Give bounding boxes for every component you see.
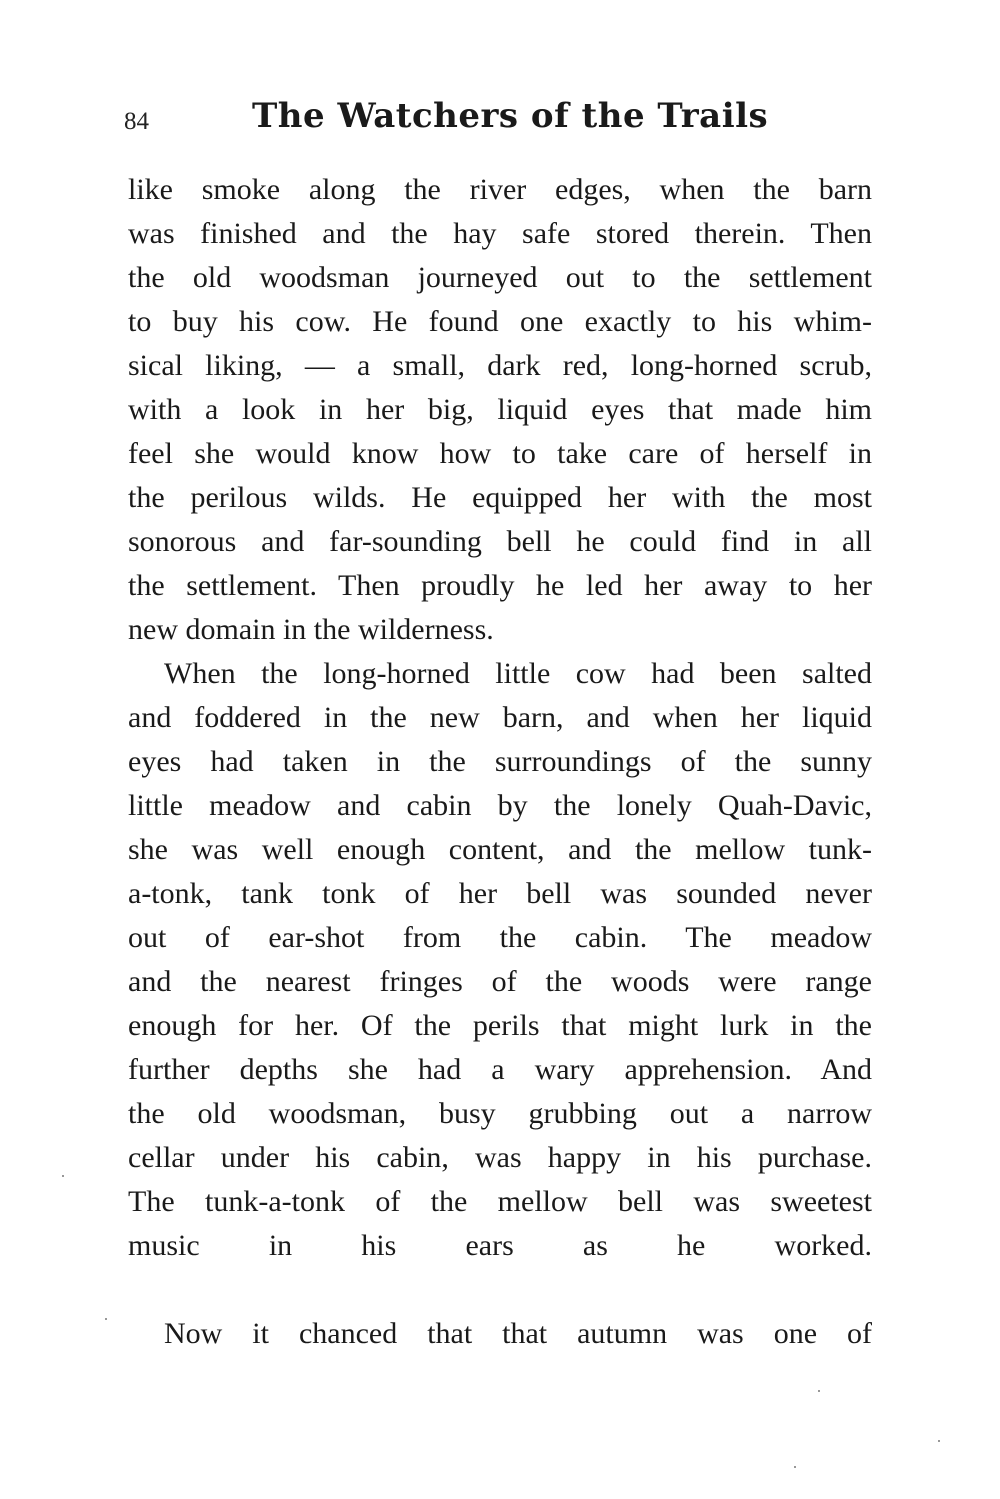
running-title: The Watchers of the Trails bbox=[252, 96, 769, 136]
paragraph bbox=[128, 1312, 872, 1356]
text-line: sonorous and far-sounding bell he could find in all bbox=[128, 525, 872, 558]
body-text bbox=[128, 168, 872, 1356]
text-line: further depths she had a wary apprehension. And bbox=[128, 1053, 872, 1086]
text-line: a-tonk, tank tonk of her bell was sounded never bbox=[128, 877, 872, 910]
text-line: the settlement. Then proudly he led her away to her bbox=[128, 569, 872, 602]
text-line: and foddered in the new barn, and when her liquid bbox=[128, 701, 872, 734]
text-line: cellar under his cabin, was happy in his purchase. bbox=[128, 1141, 872, 1174]
text-line: When the long-horned little cow had been salted bbox=[164, 657, 872, 690]
text-line: little meadow and cabin by the lonely Quah-Davic, bbox=[128, 789, 872, 822]
text-line: to buy his cow. He found one exactly to his whim- bbox=[128, 305, 872, 338]
text-line: enough for her. Of the perils that might lurk in the bbox=[128, 1009, 872, 1042]
text-line: was finished and the hay safe stored therein. Then bbox=[128, 217, 872, 250]
scan-speck bbox=[62, 1175, 64, 1177]
scan-speck bbox=[794, 1466, 796, 1468]
scan-speck bbox=[105, 1318, 107, 1320]
text-line: the perilous wilds. He equipped her with the most bbox=[128, 481, 872, 514]
text-line: the old woodsman journeyed out to the settlement bbox=[128, 261, 872, 294]
scan-speck bbox=[938, 1440, 940, 1442]
page-header bbox=[124, 96, 884, 146]
text-line: she was well enough content, and the mellow tunk- bbox=[128, 833, 872, 866]
text-line: sical liking, — a small, dark red, long-horned scrub, bbox=[128, 349, 872, 382]
text-line: The tunk-a-tonk of the mellow bell was sweetest bbox=[128, 1185, 872, 1218]
text-line: music in his ears as he worked. bbox=[128, 1229, 872, 1262]
text-line: like smoke along the river edges, when the barn bbox=[128, 173, 872, 206]
paragraph bbox=[128, 168, 872, 652]
text-line: new domain in the wilderness. bbox=[128, 613, 494, 646]
text-line: and the nearest fringes of the woods were range bbox=[128, 965, 872, 998]
text-line: feel she would know how to take care of herself in bbox=[128, 437, 872, 470]
text-line bbox=[128, 1268, 872, 1312]
paragraph bbox=[128, 652, 872, 1312]
text-line: out of ear-shot from the cabin. The meadow bbox=[128, 921, 872, 954]
text-line: the old woodsman, busy grubbing out a narrow bbox=[128, 1097, 872, 1130]
text-line: Now it chanced that that autumn was one of bbox=[164, 1317, 872, 1350]
text-line: with a look in her big, liquid eyes that made him bbox=[128, 393, 872, 426]
page-number: 84 bbox=[124, 108, 149, 135]
text-line: eyes had taken in the surroundings of the sunny bbox=[128, 745, 872, 778]
scan-speck bbox=[818, 1390, 820, 1392]
